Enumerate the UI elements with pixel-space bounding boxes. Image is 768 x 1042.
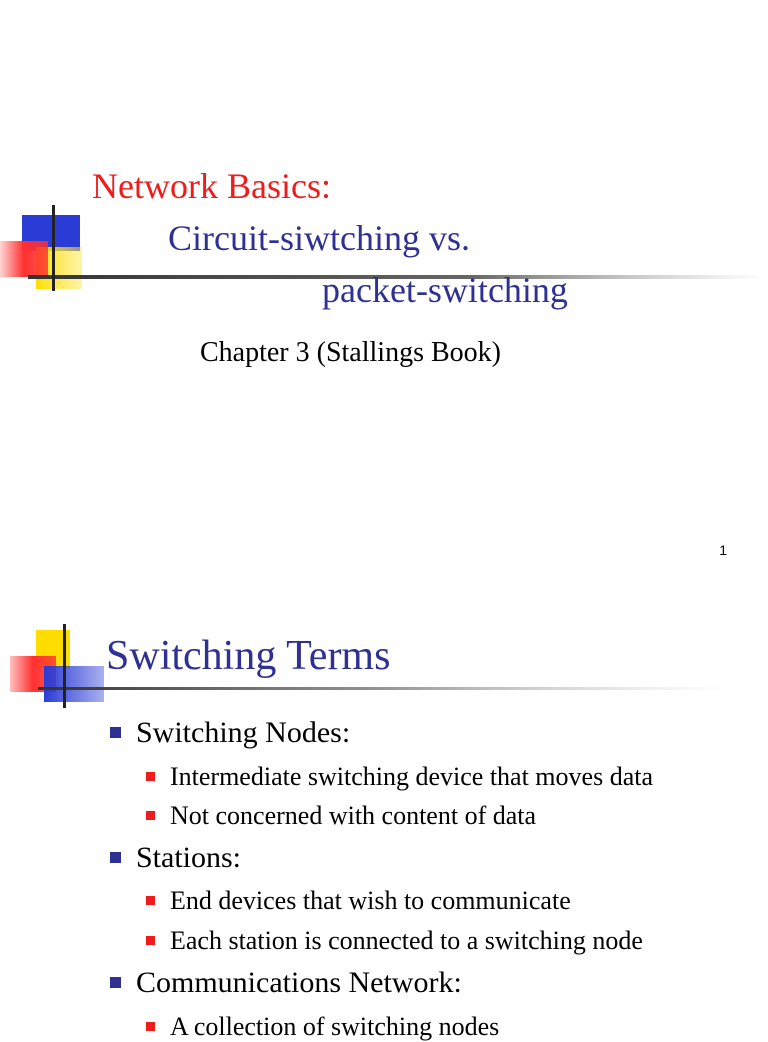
- square-bullet-icon: [146, 936, 155, 945]
- bullet-text: Stations:: [136, 841, 242, 874]
- square-bullet-icon: [146, 811, 155, 820]
- square-bullet-icon: [146, 772, 155, 781]
- subtitle: Chapter 3 (Stallings Book): [200, 337, 501, 368]
- title-line-3: packet-switching: [322, 270, 568, 310]
- square-bullet-icon: [110, 852, 121, 863]
- blue-block: [44, 666, 104, 702]
- red-block: [0, 241, 48, 277]
- page-number: 1: [719, 542, 727, 558]
- bullet-text: Communications Network:: [136, 966, 462, 999]
- vertical-rule: [52, 205, 55, 291]
- square-bullet-icon: [146, 1022, 155, 1031]
- sub-bullet-text: A collection of switching nodes: [170, 1012, 500, 1041]
- content-slide: [0, 576, 768, 1041]
- sub-bullet-text: End devices that wish to communicate: [170, 886, 571, 915]
- square-bullet-icon: [110, 727, 121, 738]
- horizontal-rule: [38, 687, 728, 690]
- sub-bullet-text: Each station is connected to a switching node: [170, 926, 643, 955]
- sub-bullet-text: Not concerned with content of data: [170, 801, 537, 830]
- vertical-rule: [63, 624, 66, 708]
- title-line-1: Network Basics:: [92, 166, 331, 206]
- bullet-text: Switching Nodes:: [136, 716, 351, 749]
- sub-bullet-text: Intermediate switching device that moves data: [170, 762, 653, 791]
- slide-title: Switching Terms: [106, 633, 391, 679]
- title-line-2: Circuit-siwtching vs.: [168, 218, 470, 258]
- square-bullet-icon: [146, 896, 155, 905]
- square-bullet-icon: [110, 977, 121, 988]
